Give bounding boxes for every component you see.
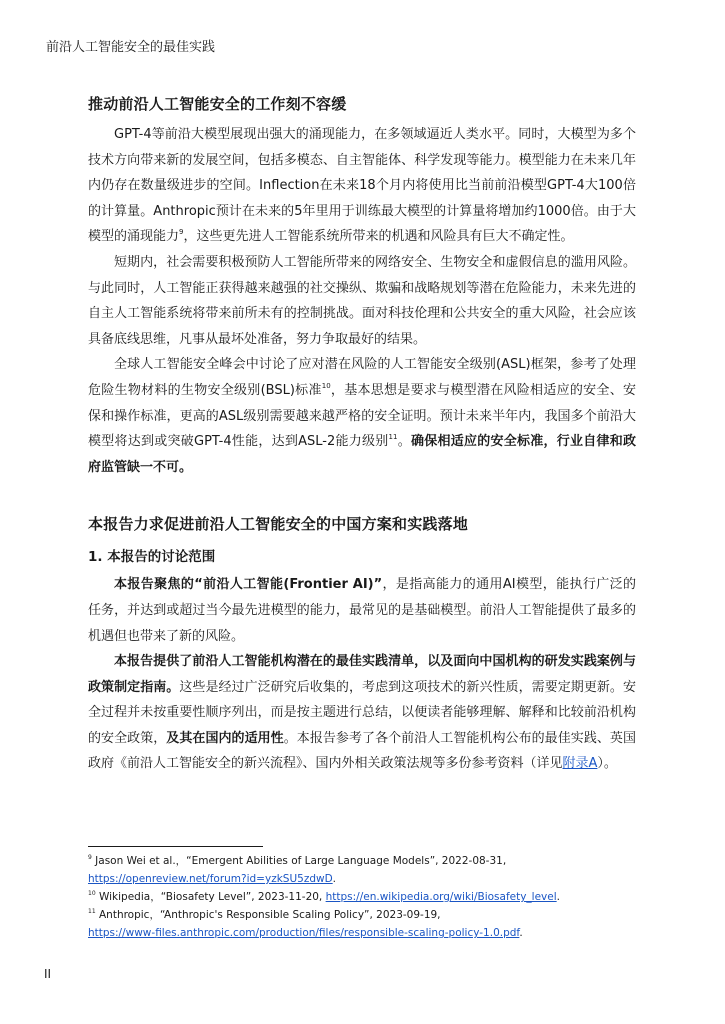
appendix-a-link[interactable]: 附录A [562, 756, 598, 772]
paragraph-best-practices [88, 649, 636, 777]
footnote-text: Jason Wei et al.，“Emergent Abilities of Large Language Models”, 2022-08-31, [95, 855, 507, 867]
paragraph-capabilities [88, 122, 636, 250]
footnote-11 [88, 906, 648, 942]
emphasis-text: 及其在国内的适用性 [166, 730, 284, 746]
paragraph-frontier-ai-definition [88, 572, 636, 649]
footnote-ref-9[interactable]: 9 [179, 228, 184, 237]
footnote-link[interactable]: https://openreview.net/forum?id=yzkSU5zdwD [88, 873, 333, 885]
footnote-text: Wikipedia，“Biosafety Level”, 2023-11-20, [98, 891, 326, 903]
paragraph-asl-framework [88, 352, 636, 480]
footnotes [88, 852, 648, 942]
footnote-text: Anthropic，“Anthropic's Responsible Scaling Policy”, 2023-09-19, [98, 909, 441, 921]
footnote-10 [88, 888, 648, 906]
footnote-end: . [519, 927, 523, 939]
footnote-ref-10[interactable]: 10 [321, 381, 331, 390]
running-header: 前沿人工智能安全的最佳实践 [46, 40, 216, 55]
paragraph-text: ，这些更先进人工智能系统所带来的机遇和风险具有巨大不确定性。 [183, 229, 574, 245]
footnote-link[interactable]: https://www-files.anthropic.com/production/files/responsible-scaling-policy-1.0.pdf [88, 927, 520, 939]
paragraph-short-term-risks: 短期内，社会需要积极预防人工智能所带来的网络安全、生物安全和虚假信息的滥用风险。与此同时，人工智能正获得越来越强的社交操纵、欺骗和战略规划等潜在危险能力，未来先进的自主人工智能系统将带来前所未有的控制挑战。面对科技伦理和公共安全的重大风险，社会应该具备底线思维，凡事从最坏处准备，努力争取最好的结果。 [88, 254, 636, 347]
footnote-number: 9 [88, 854, 92, 861]
footnote-end: . [556, 891, 560, 903]
paragraph-text: 。 [397, 434, 411, 450]
footnote-end: . [332, 873, 337, 885]
paragraph-text: 全球人工智能安全峰会中讨论了应对潜在风险的人工智能安全级别(ASL)框架，参考了处理危险生物材料的生物安全级别(BSL)标准 [88, 357, 636, 398]
section-title-china-practice: 本报告力求促进前沿人工智能安全的中国方案和实践落地 [88, 515, 469, 534]
page-number: II [44, 967, 52, 981]
paragraph-text: 。本报告参考了各个前沿人工智能机构公布的最佳实践、英国政府《前沿人工智能安全的新兴流程》、国内外相关政策法规等多份参考资料（详见 [88, 730, 636, 772]
paragraph-text: ）。 [597, 756, 617, 772]
section-title-urgency: 推动前沿人工智能安全的工作刻不容缓 [88, 95, 347, 113]
footnote-link[interactable]: https://en.wikipedia.org/wiki/Biosafety_level [325, 891, 557, 903]
paragraph-text: ，基本思想是要求与模型潜在风险相适应的安全、安保和操作标准，更高的ASL级别需要越来越严格的安全证明。预计未来半年内，我国多个前沿大模型将达到或突破GPT-4性能，达到ASL-2能力级别 [88, 382, 636, 450]
paragraph-text: GPT-4等前沿大模型展现出强大的涌现能力，在多领域逼近人类水平。同时，大模型为多个技术方向带来新的发展空间，包括多模态、自主智能体、科学发现等能力。模型能力在未来几年内仍存在数量级进步的空间。Inflection在未来18个月内将使用比当前前沿模型GPT-4大100倍的计算量。Anthropic预计在未来的5年里用于训练最大模型的计算量将增加约1000倍。由于大模型的涌现能力 [88, 127, 636, 245]
footnote-ref-11[interactable]: 11 [388, 433, 398, 442]
main-content [88, 92, 636, 777]
paragraph-text: 这些是经过广泛研究后收集的，考虑到这项技术的新兴性质，需要定期更新。安全过程并未按重要性顺序列出，而是按主题进行总结，以便读者能够理解、解释和比较前沿机构的安全政策， [88, 679, 636, 746]
footnote-9 [88, 852, 648, 888]
emphasis-text: 本报告聚焦的“前沿人工智能(Frontier AI)” [114, 577, 383, 593]
emphasis-text: 确保相适应的安全标准，行业自律和政府监管缺一不可。 [88, 434, 636, 475]
emphasis-text: 本报告提供了前沿人工智能机构潜在的最佳实践清单，以及面向中国机构的研发实践案例与政策制定指南。 [88, 654, 636, 695]
paragraph-text: ，是指高能力的通用AI模型，能执行广泛的任务，并达到或超过当今最先进模型的能力，最常见的是基础模型。前沿人工智能提供了最多的机遇但也带来了新的风险。 [88, 577, 636, 644]
subsection-title-scope: 1. 本报告的讨论范围 [88, 549, 216, 566]
footnote-number: 11 [88, 908, 96, 915]
footnote-number: 10 [88, 890, 96, 897]
footnote-divider [88, 846, 263, 847]
